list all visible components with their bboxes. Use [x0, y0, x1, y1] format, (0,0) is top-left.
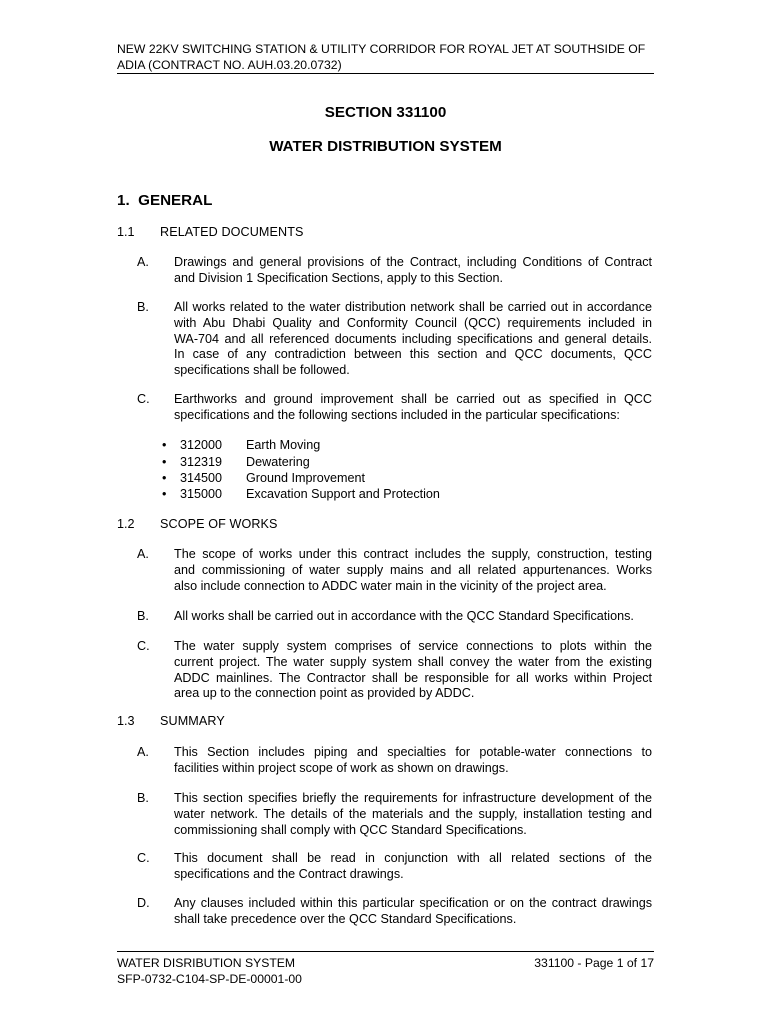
text-line: and commissioning of water supply mains and all related appurtenances. Works — [174, 562, 652, 577]
paragraph-text — [174, 547, 652, 594]
paragraph-letter: C. — [137, 639, 150, 653]
paragraph-letter: C. — [137, 851, 150, 865]
paragraph-text — [174, 791, 652, 838]
text-line: area up to the connection point as provided by ADDC. — [174, 686, 475, 701]
header-rule — [117, 73, 654, 74]
text-line: This document shall be read in conjunction with all related sections of the — [174, 851, 652, 865]
text-line: All works related to the water distribution network shall be carried out in accordance — [174, 300, 652, 314]
paragraph-letter: B. — [137, 609, 149, 623]
spec-code: 312319 — [180, 455, 223, 469]
text-line: and Division 1 Specification Sections, apply to this Section. — [174, 270, 504, 285]
subsection-number: 1.1 — [117, 225, 135, 239]
paragraph-text — [174, 639, 652, 702]
footer-page-number: 331100 - Page 1 of 17 — [534, 956, 654, 970]
paragraph-letter: C. — [137, 392, 150, 406]
text-line: specifications and the Contract drawings. — [174, 866, 404, 881]
page-header — [117, 41, 654, 73]
subsection-title: SUMMARY — [160, 714, 225, 728]
bullet-icon: • — [162, 487, 167, 501]
text-line: Drawings and general provisions of the Contract, including Conditions of Contract — [174, 255, 652, 269]
header-line-1: NEW 22KV SWITCHING STATION & UTILITY CORRIDOR FOR ROYAL JET AT SOUTHSIDE OF — [117, 42, 646, 56]
spec-code: 312000 — [180, 438, 223, 452]
heading-label: GENERAL — [138, 192, 213, 209]
text-line: ADDC mainlines. The Contractor shall be responsible for all works within Project — [174, 670, 652, 685]
subsection-title: SCOPE OF WORKS — [160, 517, 278, 531]
text-line: current project. The water supply system shall convey the water from the existing — [174, 654, 652, 669]
paragraph-letter: D. — [137, 896, 150, 910]
text-line: also include connection to ADDC water main in the vicinity of the project area. — [174, 578, 607, 593]
text-line: specifications and the following sections included in the particular specifications: — [174, 407, 620, 422]
subsection-number: 1.3 — [117, 714, 135, 728]
text-line: The scope of works under this contract includes the supply, construction, testing — [174, 547, 652, 561]
text-line: This section specifies briefly the requirements for infrastructure development of the — [174, 791, 652, 805]
text-line: shall take precedence over the QCC Standard Specifications. — [174, 911, 517, 926]
spec-description: Earth Moving — [246, 438, 321, 452]
paragraph-letter: A. — [137, 547, 149, 561]
section-name: WATER DISTRIBUTION SYSTEM — [269, 138, 502, 155]
paragraph-text — [174, 851, 652, 883]
paragraph-text — [174, 896, 652, 928]
heading-number: 1. — [117, 192, 130, 209]
text-line: In case of any contradiction between this section and QCC documents, QCC — [174, 347, 652, 362]
text-line: commissioning shall comply with QCC Standard Specifications. — [174, 822, 527, 837]
paragraph-letter: B. — [137, 300, 149, 314]
text-line: specifications shall be followed. — [174, 363, 350, 378]
footer-rule — [117, 951, 654, 952]
page-footer — [117, 955, 302, 987]
section-title: SECTION 331100 — [324, 104, 447, 121]
heading-general — [117, 192, 212, 209]
text-line: The water supply system comprises of service connections to plots within the — [174, 639, 652, 653]
paragraph-text — [174, 255, 652, 287]
paragraph-text — [174, 392, 652, 424]
bullet-icon: • — [162, 438, 167, 452]
text-line: All works shall be carried out in accordance with the QCC Standard Specifications. — [174, 609, 634, 623]
paragraph-text — [174, 609, 652, 625]
paragraph-letter: A. — [137, 745, 149, 759]
spec-description: Excavation Support and Protection — [246, 487, 440, 501]
text-line: This Section includes piping and specialties for potable-water connections to — [174, 745, 652, 759]
text-line: Earthworks and ground improvement shall be carried out as specified in QCC — [174, 392, 652, 406]
subsection-number: 1.2 — [117, 517, 135, 531]
subsection-title: RELATED DOCUMENTS — [160, 225, 304, 239]
spec-code: 314500 — [180, 471, 223, 485]
header-line-2: ADIA (CONTRACT NO. AUH.03.20.0732) — [117, 58, 342, 72]
spec-description: Dewatering — [246, 455, 310, 469]
bullet-icon: • — [162, 471, 167, 485]
paragraph-text — [174, 745, 652, 777]
paragraph-text — [174, 300, 652, 379]
footer-doc-title: WATER DISRIBUTION SYSTEM — [117, 956, 296, 970]
text-line: with Abu Dhabi Quality and Conformity Council (QCC) requirements included in — [174, 315, 652, 330]
text-line: WA-704 and all referenced documents including specifications and general details. — [174, 331, 652, 346]
paragraph-letter: B. — [137, 791, 149, 805]
text-line: water network. The details of the materials and the supply, installation testing and — [174, 806, 652, 821]
text-line: facilities within project scope of work as shown on drawings. — [174, 760, 509, 775]
footer-doc-number: SFP-0732-C104-SP-DE-00001-00 — [117, 972, 302, 986]
spec-code: 315000 — [180, 487, 223, 501]
text-line: Any clauses included within this particular specification or on the contract drawings — [174, 896, 652, 910]
spec-description: Ground Improvement — [246, 471, 365, 485]
bullet-icon: • — [162, 455, 167, 469]
paragraph-letter: A. — [137, 255, 149, 269]
